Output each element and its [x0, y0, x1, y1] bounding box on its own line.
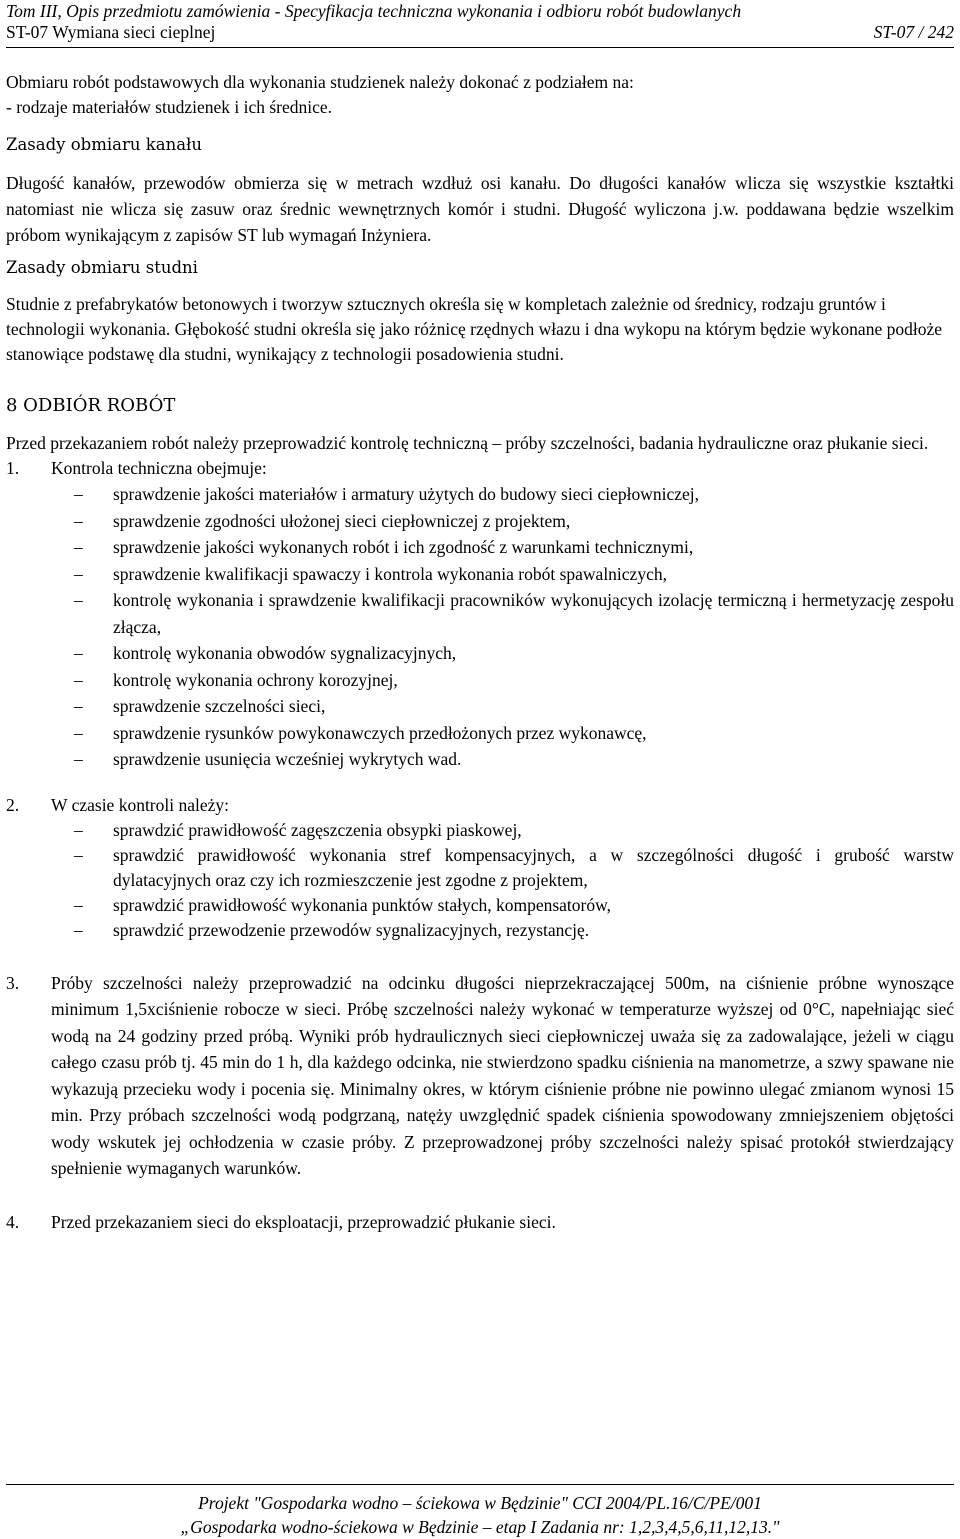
intro-dash-item: - rodzaje materiałów studzienek i ich średnice. — [6, 97, 333, 117]
section-8-intro: Przed przekazaniem robót należy przeprowadzić kontrolę techniczną – próby szczelności, badania hydrauliczne oraz płukanie sieci. — [6, 433, 929, 453]
list-item: – sprawdzić prawidłowość zagęszczenia obsypki piaskowej, — [6, 818, 954, 843]
dash-bullet: – — [74, 819, 83, 840]
list-item: – sprawdzenie zgodności ułożonej sieci ciepłowniczej z projektem, — [6, 508, 954, 535]
footer-task-line: „Gospodarka wodno-ściekowa w Będzinie – etap I Zadania nr: 1,2,3,4,5,6,11,12,13." — [180, 1517, 780, 1537]
list-item: – sprawdzenie kwalifikacji spawaczy i kontrola wykonania robót spawalniczych, — [6, 561, 954, 588]
item-1 — [6, 456, 954, 481]
list-item: – sprawdzić przewodzenie przewodów sygnalizacyjnych, rezystancję. — [6, 918, 954, 943]
dash-bullet: – — [74, 696, 83, 716]
header-spec-name: ST-07 Wymiana sieci cieplnej — [6, 22, 216, 42]
list-item: – sprawdzić prawidłowość wykonania stref kompensacyjnych, a w szczególności długość i grubość warstw dylatacyjnych oraz czy ich rozmieszczenie jest zgodne z projektem, — [74, 844, 954, 890]
header-volume-title: Tom III, Opis przedmiotu zamówienia - Specyfikacja techniczna wykonania i odbioru robót budowlanych — [6, 1, 742, 21]
item-4-number: 4. — [6, 1211, 20, 1232]
list-item: – kontrolę wykonania ochrony korozyjnej, — [6, 667, 954, 694]
dash-bullet: – — [74, 643, 83, 663]
canal-measurement-text: Długość kanałów, przewodów obmierza się w metrach wzdłuż osi kanału. Do długości kanałów wlicza się wszystkie kształtki natomiast nie wlicza się zasuw oraz średnic wewnętrznych komór i studni. Długość wyliczona j.w. poddawana będzie wszelkim próbom wynikającym z zapisów ST lub wymagań Inżyniera. — [6, 173, 954, 245]
list-item: – sprawdzenie szczelności sieci, — [6, 693, 954, 720]
item-2-number: 2. — [6, 794, 20, 815]
item-4 — [6, 1210, 954, 1235]
list-item: – sprawdzenie jakości wykonanych robót i ich zgodność z warunkami technicznymi, — [6, 534, 954, 561]
page-header — [6, 0, 954, 48]
list-item: – sprawdzenie usunięcia wcześniej wykrytych wad. — [6, 746, 954, 773]
section-8-title: 8 ODBIÓR ROBÓT — [6, 395, 176, 416]
dash-bullet: – — [74, 510, 83, 531]
list-item: – sprawdzić prawidłowość wykonania punktów stałych, kompensatorów, — [6, 893, 954, 918]
intro-paragraph: Obmiaru robót podstawowych dla wykonania studzienek należy dokonać z podziałem na: — [6, 72, 634, 92]
list-item: – kontrolę wykonania i sprawdzenie kwalifikacji pracowników wykonujących izolację termiczną i hermetyzację zespołu złącza, — [6, 587, 954, 640]
dash-bullet: – — [74, 844, 83, 865]
dash-bullet: – — [74, 590, 83, 610]
list-item: – sprawdzenie jakości materiałów i armatury użytych do budowy sieci ciepłowniczej, — [6, 481, 954, 508]
list-item: – kontrolę wykonania obwodów sygnalizacyjnych, — [6, 640, 954, 667]
well-measurement-heading: Zasady obmiaru studni — [6, 258, 198, 277]
item-2 — [6, 793, 954, 818]
item-3 — [6, 970, 954, 1182]
item-4-text: Przed przekazaniem sieci do eksploatacji, przeprowadzić płukanie sieci. — [51, 1211, 556, 1232]
canal-measurement-heading: Zasady obmiaru kanału — [6, 135, 203, 154]
document-body — [6, 70, 954, 1235]
header-page-number: ST-07 / 242 — [873, 22, 954, 42]
dash-bullet: – — [74, 722, 83, 743]
item-3-number: 3. — [6, 972, 20, 993]
item-3-text: Próby szczelności należy przeprowadzić na odcinku długości nieprzekraczającej 500m, na ciśnienie próbne wynoszące minimum 1,5xciśnienie robocze w sieci. Próbę szczelności należy wykonać w temperaturze wyższej od 0°C, napełniając sieć wodą na 24 godziny przed próbą. Wyniki prób hydraulicznych sieci ciepłowniczej uważa się za zadowalające, jeżeli w ciągu całego czasu prób tj. 45 min do 1 h, dla każdego odcinka, nie stwierdzono spadku ciśnienia na manometrze, a szwy spawane nie wykazują przecieku wody i pocenia się. Minimalny okres, w którym ciśnienie próbne nie powinno ulegać zmianom wynosi 15 min. Przy próbach szczelności wodą podgrzaną, natęży uwzględnić spadek ciśnienia spowodowany zmniejszeniem objętości wody wskutek jej ochłodzenia w czasie próby. Z przeprowadzonej próby szczelności należy spisać protokół stwierdzający spełnienie wymaganych warunków. — [51, 972, 954, 1178]
dash-bullet: – — [74, 669, 83, 690]
item-1-title: Kontrola techniczna obejmuje: — [51, 458, 267, 478]
dash-bullet: – — [74, 894, 83, 915]
dash-bullet: – — [74, 749, 83, 769]
dash-bullet: – — [74, 484, 83, 504]
item-1-list — [6, 481, 954, 773]
item-2-title: W czasie kontroli należy: — [51, 794, 230, 815]
list-item: – sprawdzenie rysunków powykonawczych przedłożonych przez wykonawcę, — [6, 720, 954, 747]
dash-bullet: – — [74, 537, 83, 557]
dash-bullet: – — [74, 563, 83, 584]
page-footer — [6, 1484, 954, 1539]
item-2-list — [6, 818, 954, 943]
item-1-number: 1. — [6, 458, 20, 478]
footer-project-line: Projekt "Gospodarka wodno – ściekowa w Będzinie" CCI 2004/PL.16/C/PE/001 — [198, 1493, 762, 1513]
dash-bullet: – — [74, 919, 83, 940]
well-measurement-text: Studnie z prefabrykatów betonowych i tworzyw sztucznych określa się w kompletach zależnie od średnicy, rodzaju gruntów i technologii wykonania. Głębokość studni określa się jako różnicę rzędnych włazu i dna wykopu na którym będzie wykonane podłoże stanowiące podstawę dla studni, wynikający z technologii posadowienia studni. — [6, 294, 942, 364]
